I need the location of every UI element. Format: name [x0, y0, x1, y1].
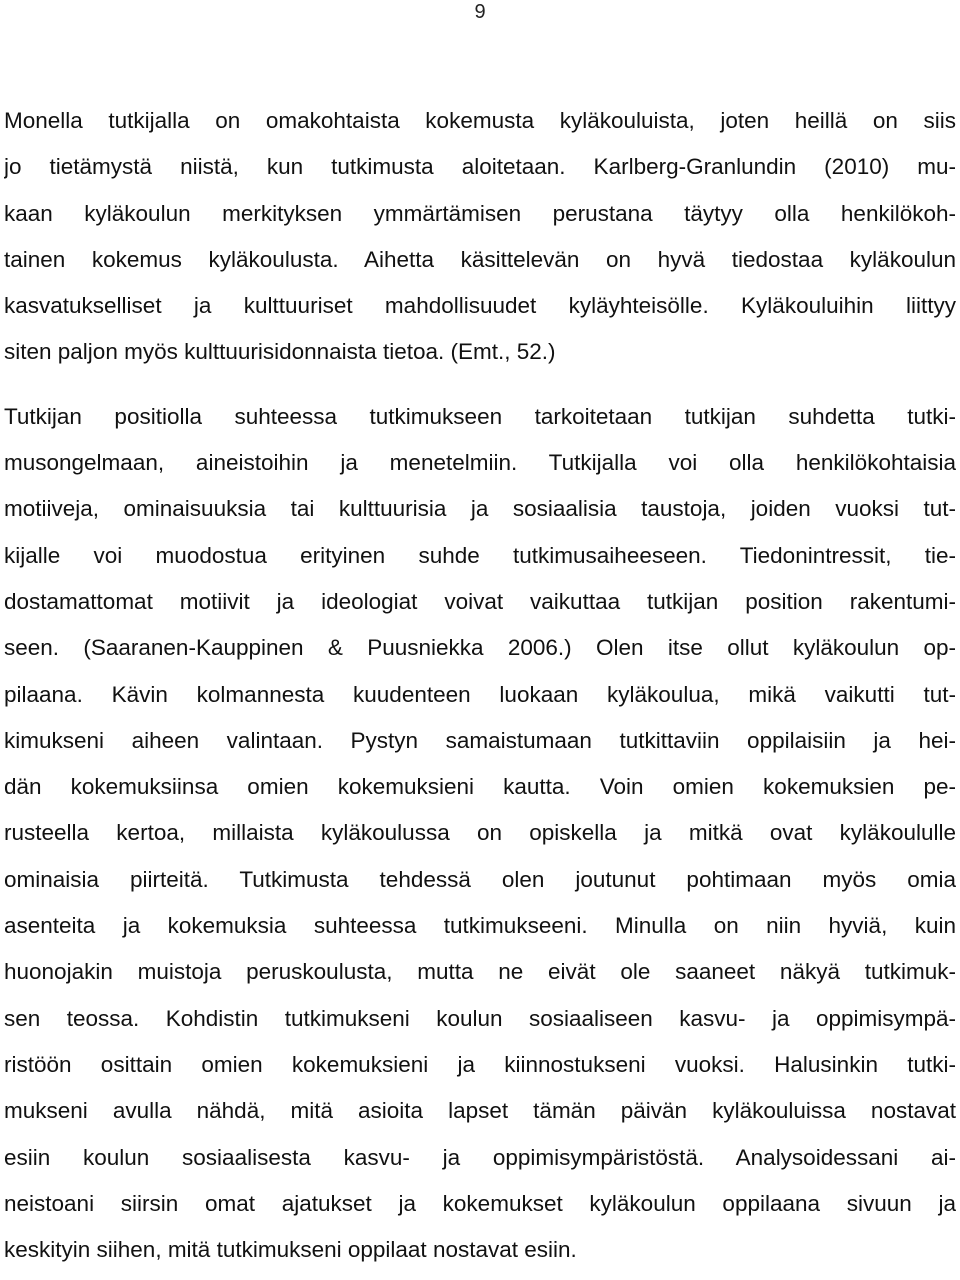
- paragraph-2-line: pilaana. Kävin kolmannesta kuudenteen luokaan kyläkoulua, mikä vaikutti tut-: [4, 681, 956, 707]
- paragraph-2-line: neistoani siirsin omat ajatukset ja kokemukset kyläkoulun oppilaana sivuun ja: [4, 1190, 956, 1216]
- paragraph-2-line: ristöön osittain omien kokemuksieni ja kiinnostukseni vuoksi. Halusinkin tutki-: [4, 1051, 956, 1077]
- paragraph-2-line: motiiveja, ominaisuuksia tai kulttuurisia ja sosiaalisia taustoja, joiden vuoksi tut-: [4, 496, 956, 522]
- paragraph-2-line: kijalle voi muodostua erityinen suhde tutkimusaiheeseen. Tiedonintressit, tie-: [4, 542, 956, 568]
- paragraph-1: [4, 98, 956, 376]
- paragraph-1-line: jo tietämystä niistä, kun tutkimusta aloitetaan. Karlberg-Granlundin (2010) mu-: [4, 154, 956, 180]
- paragraph-2-line: huonojakin muistoja peruskoulusta, mutta ne eivät ole saaneet näkyä tutkimuk-: [4, 959, 956, 985]
- paragraph-2-line: musongelmaan, aineistoihin ja menetelmiin. Tutkijalla voi olla henkilökohtaisia: [4, 450, 956, 476]
- paragraph-2-line: Tutkijan positiolla suhteessa tutkimukseen tarkoitetaan tutkijan suhdetta tutki-: [4, 403, 956, 429]
- document-body: [4, 98, 956, 1273]
- paragraph-2-line: ominaisia piirteitä. Tutkimusta tehdessä olen joutunut pohtimaan myös omia: [4, 866, 956, 892]
- paragraph-2-line: sen teossa. Kohdistin tutkimukseni koulun sosiaaliseen kasvu- ja oppimisympä-: [4, 1005, 956, 1031]
- paragraph-2-line: kimukseni aiheen valintaan. Pystyn samaistumaan tutkittaviin oppilaisiin ja hei-: [4, 727, 956, 753]
- page-number: 9: [474, 1, 486, 23]
- paragraph-1-line: kaan kyläkoulun merkityksen ymmärtämisen perustana täytyy olla henkilökoh-: [4, 200, 956, 226]
- paragraph-1-line: siten paljon myös kulttuurisidonnaista tietoa. (Emt., 52.): [4, 339, 556, 365]
- paragraph-2-line: keskityin siihen, mitä tutkimukseni oppilaat nostavat esiin.: [4, 1237, 577, 1263]
- paragraph-2: [4, 394, 956, 1274]
- paragraph-2-line: dostamattomat motiivit ja ideologiat voivat vaikuttaa tutkijan position rakentumi-: [4, 588, 956, 614]
- paragraph-2-line: mukseni avulla nähdä, mitä asioita lapset tämän päivän kyläkouluissa nostavat: [4, 1098, 956, 1124]
- paragraph-2-line: seen. (Saaranen-Kauppinen & Puusniekka 2006.) Olen itse ollut kyläkoulun op-: [4, 635, 956, 661]
- paragraph-2-line: rusteella kertoa, millaista kyläkoulussa on opiskella ja mitkä ovat kyläkoululle: [4, 820, 956, 846]
- paragraph-2-line: asenteita ja kokemuksia suhteessa tutkimukseeni. Minulla on niin hyviä, kuin: [4, 913, 956, 939]
- paragraph-1-line: Monella tutkijalla on omakohtaista kokemusta kyläkouluista, joten heillä on siis: [4, 108, 956, 133]
- paragraph-gap: [4, 376, 956, 394]
- paragraph-2-line: esiin koulun sosiaalisesta kasvu- ja oppimisympäristöstä. Analysoidessani ai-: [4, 1144, 956, 1170]
- paragraph-1-line: kasvatukselliset ja kulttuuriset mahdollisuudet kyläyhteisölle. Kyläkouluihin liittyy: [4, 293, 956, 319]
- paragraph-2-line: dän kokemuksiinsa omien kokemuksieni kautta. Voin omien kokemuksien pe-: [4, 774, 956, 800]
- paragraph-1-line: tainen kokemus kyläkoulusta. Aihetta käsittelevän on hyvä tiedostaa kyläkoulun: [4, 246, 956, 272]
